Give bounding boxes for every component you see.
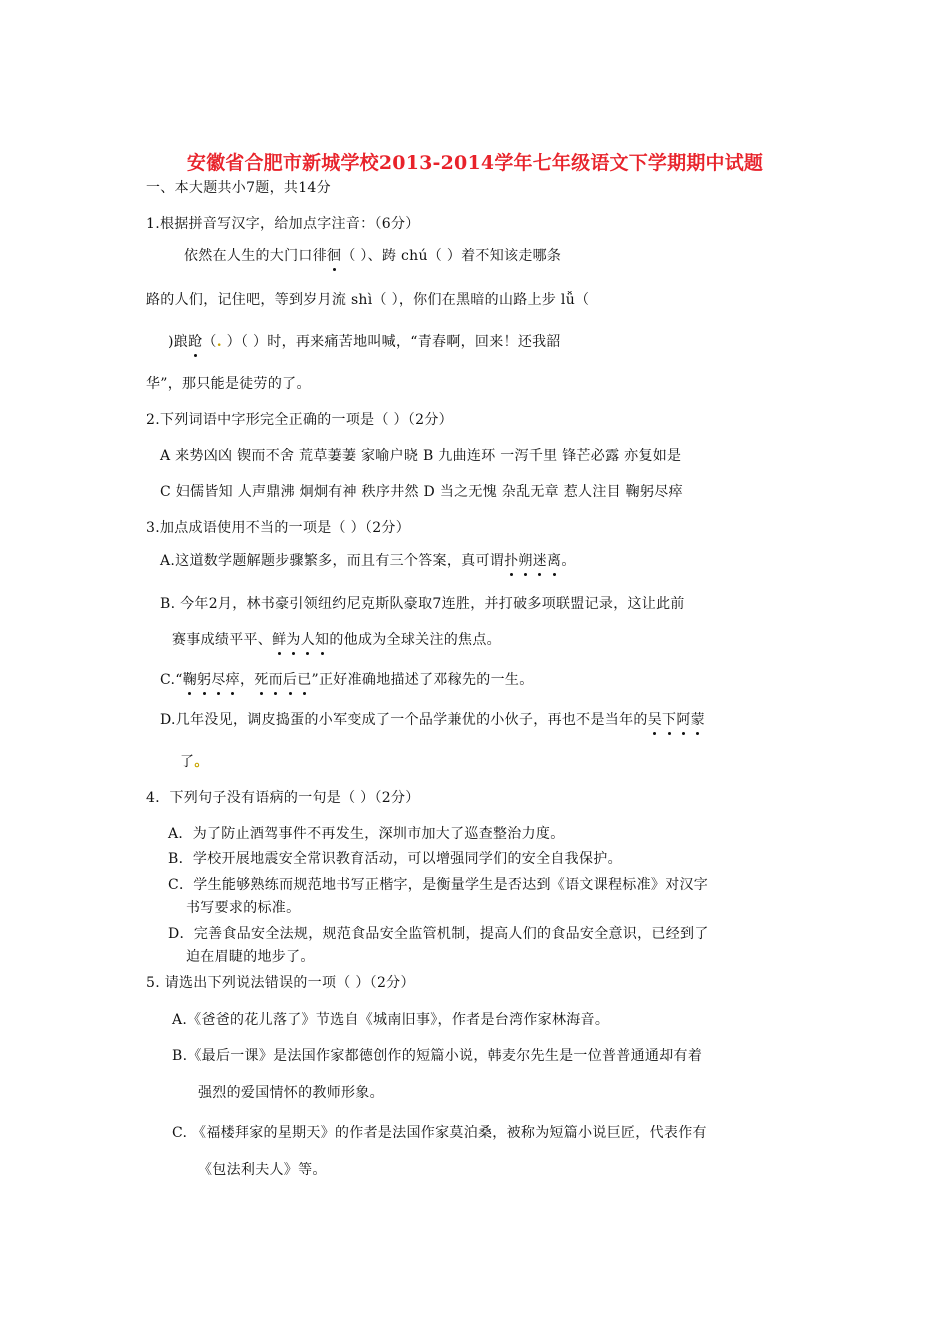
q1-line-3-a: )踉 [168,334,189,350]
dotted-char: 迷 [532,553,547,569]
dotted-char: 知 [315,632,330,648]
q2-options-cd: C 妇儒皆知 人声鼎沸 炯炯有神 秩序井然 D 当之无愧 杂乱无章 惹人注目 鞠躬尽瘁 [160,484,683,500]
dotted-char: 尽 [211,672,226,688]
q4-option-a: A．为了防止酒驾事件不再发生，深圳市加大了巡查整治力度。 [168,826,565,842]
q3-b-dotted [272,632,329,648]
dotted-char: 鲜 [272,632,287,648]
q1-line-3-b: （ [202,334,217,350]
q4-stem: 4．下列句子没有语病的一句是（ ）（2分） [146,790,420,806]
dotted-char: 离 [547,553,562,569]
q1-line-4: 华”，那只能是徒劳的了。 [146,376,311,392]
q3-option-d-line-1 [160,710,705,730]
q3-a-dotted [504,553,561,569]
q3-a-pre: A.这道数学题解题步骤繁多，而且有三个答案，真可谓 [160,553,505,569]
q2-options-ab: A 来势凶凶 锲而不舍 荒草萋萋 家喻户晓 B 九曲连环 一泻千里 锋芒必露 亦复如是 [160,448,682,464]
q3-b-post: 的他成为全球关注的焦点。 [329,632,501,648]
dotted-char: 后 [282,672,298,688]
dotted-char: ， [239,672,255,688]
q4-option-c-line-2: 书写要求的标准。 [186,900,301,916]
q3-b-pre: 赛事成绩平平、 [172,632,273,648]
q3-a-post: 。 [561,553,576,569]
q4-option-d-line-1: D．完善食品安全法规，规范食品安全监管机制，提高人们的食品安全意识，已经到了 [168,926,709,942]
q3-option-a [160,551,576,571]
dotted-char: 人 [300,632,316,648]
q5-option-c-line-1: C. 《福楼拜家的星期天》的作者是法国作家莫泊桑，被称为短篇小说巨匠，代表作有 [172,1125,707,1141]
dotted-char: 而 [268,672,283,688]
q5-option-a: A.《爸爸的花儿落了》节选自《城南旧事》，作者是台湾作家林海音。 [172,1012,610,1028]
q3-option-b-line-1: B. 今年2月，林书豪引领纽约尼克斯队豪取7连胜，并打破多项联盟记录，这让此前 [160,596,685,612]
q3-option-b-line-2 [172,630,501,650]
q5-stem: 5. 请选出下列说法错误的一项（ ）（2分） [146,975,415,991]
q3-d-mark: 。 [194,754,209,770]
q3-c-pre: C.“ [160,672,183,688]
q1-line-1-a: 依然在人生的大门口徘 [184,248,327,264]
dotted-char: 鞠 [182,672,198,688]
q1-dotted-char-2: 跄 [188,334,203,350]
q1-line-3 [168,332,561,352]
q1-line-3-c: ）（ ）时，再来痛苦地叫喊，“青春啊，回来！还我韶 [221,334,561,350]
q3-c-dotted [183,672,312,688]
dotted-char: 蒙 [690,712,705,728]
q4-option-d-line-2: 迫在眉睫的地步了。 [186,949,315,965]
q1-line-1 [184,246,561,266]
q1-line-1-b: （ ）、踌 chú（ ）着不知该走哪条 [341,248,562,264]
exam-title: 安徽省合肥市新城学校2013-2014学年七年级语文下学期期中试题 [186,152,764,174]
q2-stem: 2.下列词语中字形完全正确的一项是（ ）（2分） [146,412,453,428]
q4-option-c-line-1: C．学生能够熟练而规范地书写正楷字，是衡量学生是否达到《语文课程标准》对汉字 [168,877,709,893]
q3-d-dotted [648,712,705,728]
q1-line-2: 路的人们，记住吧，等到岁月流 shì（ ），你们在黑暗的山路上步 lǚ（ [146,292,590,308]
dotted-char: 瘁 [225,672,240,688]
dotted-char: 阿 [676,712,691,728]
dotted-char: 死 [254,672,269,688]
dotted-char: 已 [297,672,312,688]
q4-option-b: B．学校开展地震安全常识教育活动，可以增强同学们的安全自我保护。 [168,851,622,867]
q1-stem: 1.根据拼音写汉字，给加点字注音：（6分） [146,216,420,232]
q3-d-cont: 了 [180,754,195,770]
q1-dotted-char-1: 徊 [327,248,342,264]
q5-option-c-line-2: 《包法利夫人》等。 [198,1162,327,1178]
q5-option-b-line-2: 强烈的爱国情怀的教师形象。 [198,1085,384,1101]
dotted-char: 下 [662,712,677,728]
dotted-char: 吴 [647,712,662,728]
dotted-char: 为 [286,632,301,648]
q3-c-post: ”正好准确地描述了邓稼先的一生。 [311,672,534,688]
q3-option-d-line-2 [180,752,209,772]
dotted-char: 朔 [518,553,533,569]
q3-option-c [160,670,534,690]
q3-d-pre: D.几年没见，调皮捣蛋的小军变成了一个品学兼优的小伙子，再也不是当年的 [160,712,648,728]
dotted-char: 躬 [197,672,212,688]
q3-stem: 3.加点成语使用不当的一项是（ ）（2分） [146,520,411,536]
dotted-char: 扑 [504,553,519,569]
section-heading: 一、本大题共小7题，共14分 [146,180,331,196]
q5-option-b-line-1: B.《最后一课》是法国作家都德创作的短篇小说，韩麦尔先生是一位普普通通却有着 [172,1048,703,1064]
q1-stray-mark: . [216,334,222,350]
